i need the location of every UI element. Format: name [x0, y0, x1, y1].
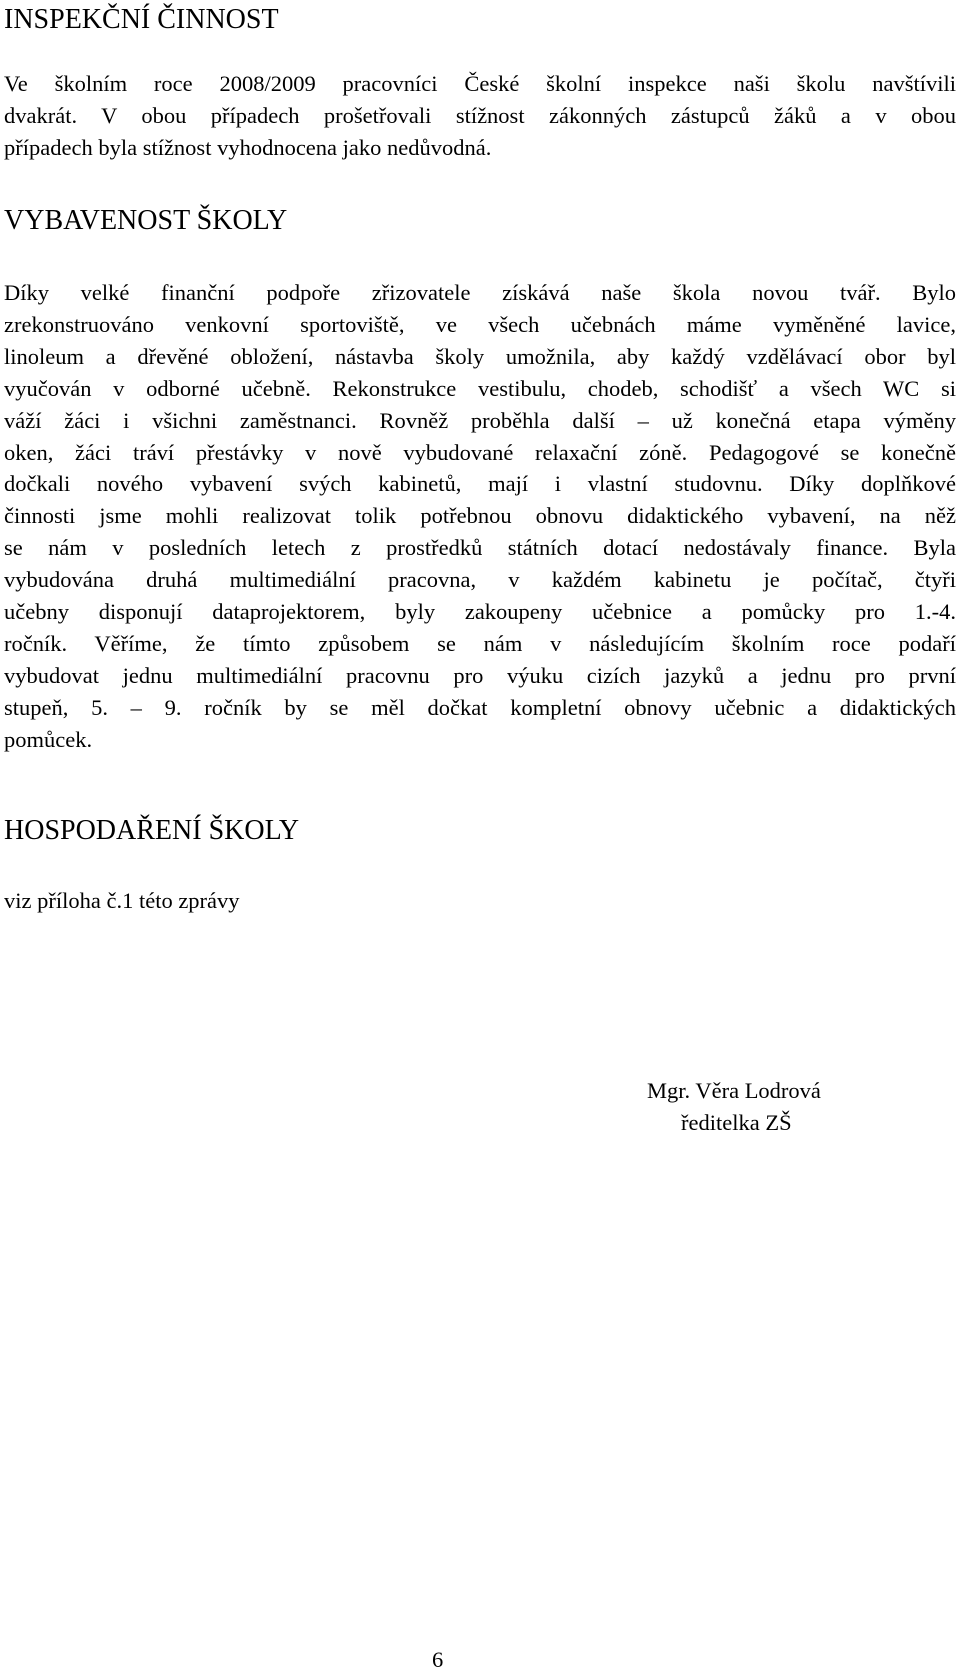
text-line: dvakrát. V obou případech prošetřovali stížnost zákonných zástupců žáků a v obou	[4, 102, 956, 128]
text-line: stupeň, 5. – 9. ročník by se měl dočkat kompletní obnovy učebnic a didaktických	[4, 694, 956, 720]
text-line: vyučován v odborné učebně. Rekonstrukce vestibulu, chodeb, schodišť a všech WC si	[4, 375, 956, 401]
document-page	[4, 0, 956, 1679]
equipment-heading: VYBAVENOST ŠKOLY	[4, 205, 288, 236]
text-line: vybudovat jednu multimediální pracovnu pro výuku cizích jazyků a jednu pro první	[4, 662, 956, 688]
signature-name: Mgr. Věra Lodrová	[647, 1078, 821, 1103]
text-line: Díky velké finanční podpoře zřizovatele získává naše škola novou tvář. Bylo	[4, 280, 956, 305]
inspection-heading: INSPEKČNÍ ČINNOST	[4, 4, 279, 35]
finance-heading: HOSPODAŘENÍ ŠKOLY	[4, 815, 300, 846]
text-line: zrekonstruováno venkovní sportoviště, ve všech učebnách máme vyměněné lavice,	[4, 311, 956, 337]
text-line: učebny disponují dataprojektorem, byly zakoupeny učebnice a pomůcky pro 1.-4.	[4, 599, 956, 625]
text-line: linoleum a dřevěné obložení, nástavba školy umožnila, aby každý vzdělávací obor byl	[4, 343, 956, 369]
signature-role: ředitelka ZŠ	[681, 1110, 792, 1135]
signature-block	[647, 1075, 821, 1139]
finance-text: viz příloha č.1 této zprávy	[4, 888, 240, 913]
text-line: váží žáci i všichni zaměstnanci. Rovněž proběhla další – už konečná etapa výměny	[4, 407, 956, 433]
text-line: se nám v posledních letech z prostředků státních dotací nedostávaly finance. Byla	[4, 535, 956, 561]
text-line: činnosti jsme mohli realizovat tolik potřebnou obnovu didaktického vybavení, na něž	[4, 503, 956, 529]
text-line: případech byla stížnost vyhodnocena jako nedůvodná.	[4, 134, 492, 160]
text-line: ročník. Věříme, že tímto způsobem se nám v následujícím školním roce podaří	[4, 630, 956, 656]
text-line: oken, žáci tráví přestávky v nově vybudované relaxační zóně. Pedagogové se konečně	[4, 439, 956, 465]
page-number: 6	[432, 1647, 444, 1672]
text-line: vybudována druhá multimediální pracovna, v každém kabinetu je počítač, čtyři	[4, 567, 956, 593]
text-line: pomůcek.	[4, 726, 93, 752]
inspection-paragraph	[4, 68, 956, 164]
text-line: dočkali nového vybavení svých kabinetů, mají i vlastní studovnu. Díky doplňkové	[4, 471, 956, 497]
equipment-paragraph	[4, 277, 956, 756]
text-line: Ve školním roce 2008/2009 pracovníci České školní inspekce naši školu navštívili	[4, 71, 956, 96]
